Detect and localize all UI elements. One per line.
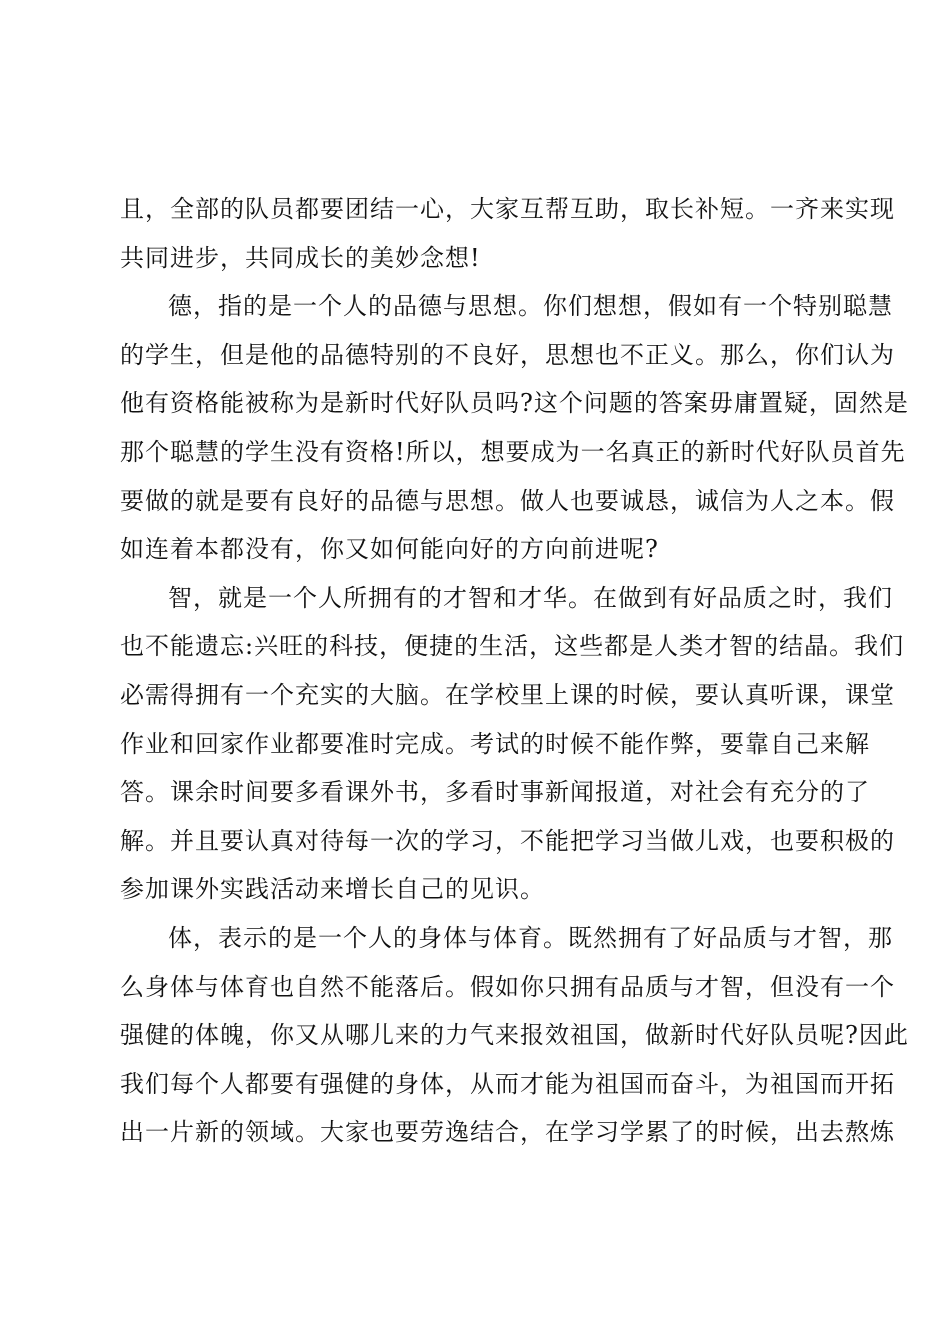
text-line: 德，指的是一个人的品德与思想。你们想想，假如有一个特别聪慧: [168, 292, 893, 321]
text-line: 且，全部的队员都要团结一心，大家互帮互助，取长补短。一齐来实现: [120, 195, 895, 223]
text-line: 必需得拥有一个充实的大脑。在学校里上课的时候，要认真听课，课堂: [120, 680, 895, 709]
text-line: 出一片新的领域。大家也要劳逸结合，在学习学累了的时候，出去熬炼: [120, 1118, 895, 1147]
text-line: 共同进步，共同成长的美妙念想!: [120, 243, 481, 272]
text-line: 那个聪慧的学生没有资格!所以，想要成为一名真正的新时代好队员首先: [120, 437, 906, 466]
text-line: 么身体与体育也自然不能落后。假如你只拥有品质与才智，但没有一个: [120, 972, 895, 1001]
text-line: 作业和回家作业都要准时完成。考试的时候不能作弊，要靠自己来解: [120, 729, 870, 758]
text-line: 也不能遗忘:兴旺的科技，便捷的生活，这些都是人类才智的结晶。我们: [120, 632, 905, 661]
text-line: 强健的体魄，你又从哪儿来的力气来报效祖国，做新时代好队员呢?因此: [120, 1021, 909, 1050]
text-line: 要做的就是要有良好的品德与思想。做人也要诚恳，诚信为人之本。假: [120, 486, 895, 515]
text-line: 智，就是一个人所拥有的才智和才华。在做到有好品质之时，我们: [168, 583, 893, 612]
text-line: 的学生，但是他的品德特别的不良好，思想也不正义。那么，你们认为: [120, 340, 895, 369]
text-line: 参加课外实践活动来增长自己的见识。: [120, 875, 545, 904]
text-line: 我们每个人都要有强健的身体，从而才能为祖国而奋斗，为祖国而开拓: [120, 1069, 895, 1098]
text-line: 他有资格能被称为是新时代好队员吗?这个问题的答案毋庸置疑，固然是: [120, 389, 909, 418]
text-line: 如连着本都没有，你又如何能向好的方向前进呢?: [120, 535, 659, 564]
text-line: 体，表示的是一个人的身体与体育。既然拥有了好品质与才智，那: [168, 923, 893, 952]
text-line: 解。并且要认真对待每一次的学习，不能把学习当做儿戏，也要积极的: [120, 826, 895, 855]
text-line: 答。课余时间要多看课外书，多看时事新闻报道，对社会有充分的了: [120, 778, 870, 807]
body-text: [120, 185, 909, 1157]
